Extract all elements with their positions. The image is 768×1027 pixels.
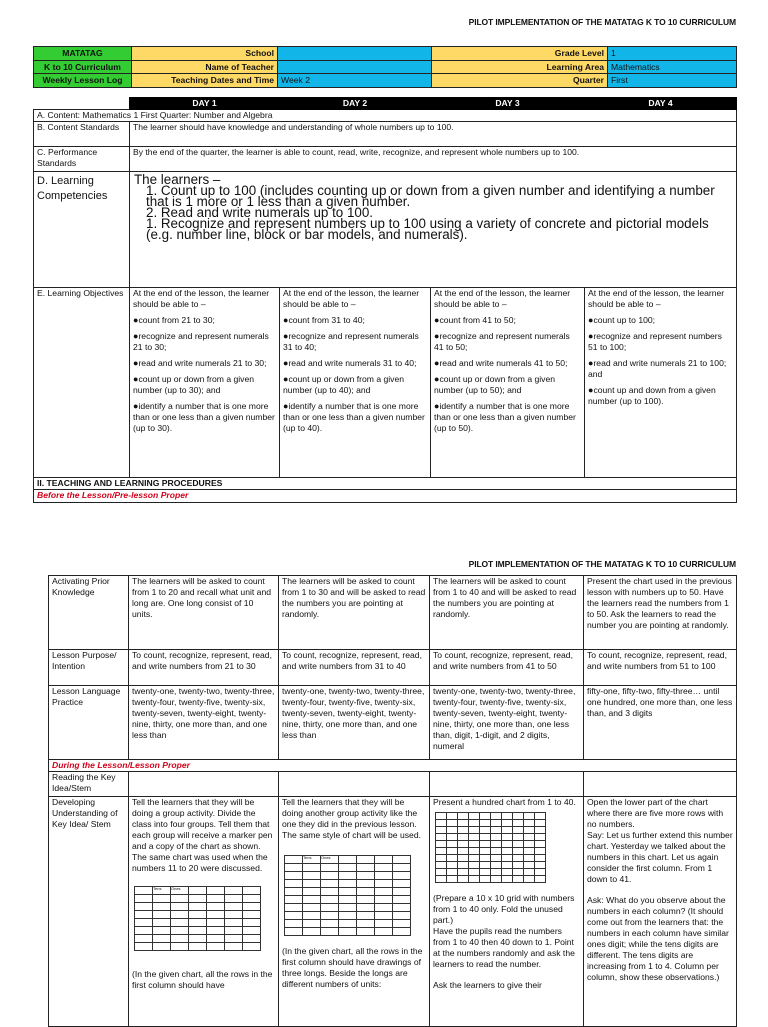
objective-item: ●count up to 100; (588, 315, 656, 325)
objectives-intro: At the end of the lesson, the learner should be able to – (434, 288, 571, 309)
developing-day-4 (584, 797, 737, 1027)
objective-item: ●recognize and represent numerals 41 to 50; (434, 331, 570, 352)
language-label: Lesson Language Practice (49, 686, 129, 760)
objectives-intro: At the end of the lesson, the learner should be able to – (588, 288, 725, 309)
developing-day-4-text: Open the lower part of the chart where there are five more rows with no numbers. Say: Let us further extend this number chart. Yesterday we talked about the numbers in this chart. Let us again consider the first column. From 1 down to 41. (587, 797, 733, 884)
language-day-2: twenty-one, twenty-two, twenty-three, twenty-four, twenty-five, twenty-six, twenty-seven, twenty-eight, twenty-nine, thirty, one more than, and one less than (279, 686, 430, 760)
objective-item: ●count from 21 to 30; (133, 315, 215, 325)
competency-3: 1. Recognize and represent numbers up to 100 using a variety of concrete and pictorial models (e.g. number line, block or bar models, and numerals). (146, 216, 709, 242)
language-day-1: twenty-one, twenty-two, twenty-three, twenty-four, twenty-five, twenty-six, twenty-seven, twenty-eight, twenty-nine, thirty, one more than, and one less than (129, 686, 279, 760)
quarter-value: First (608, 74, 737, 88)
objective-item: ●count from 41 to 50; (434, 315, 516, 325)
objective-item: ●count up and down from a given number (up to 100). (588, 385, 716, 406)
reading-key-day-4 (584, 772, 737, 797)
learning-area-label: Learning Area (432, 60, 608, 74)
title-left-3: Weekly Lesson Log (34, 74, 132, 88)
quarter-label: Quarter (432, 74, 608, 88)
objective-item: ●count up or down from a given number (up to 30); and (133, 374, 255, 395)
day-3-header: DAY 3 (431, 98, 585, 110)
day-2-header: DAY 2 (280, 98, 431, 110)
developing-day-3-note-2: Ask the learners to give their (433, 980, 542, 990)
language-day-3: twenty-one, twenty-two, twenty-three, twenty-four, twenty-five, twenty-six, twenty-seven, twenty-eight, twenty-nine, thirty, one more than, one less than, digit, 1-digit, and 2 digits, numeral (430, 686, 584, 760)
tens-header: Tens (303, 856, 321, 864)
objective-item: ●count up or down from a given number (up to 40); and (283, 374, 405, 395)
hundred-chart (435, 812, 546, 883)
developing-day-2-text: Tell the learners that they will be doing another group activity like the one they did in the previous lesson. The same style of chart will be used. (282, 797, 421, 840)
objective-item: ●identify a number that is one more than or one less than a given number (up to 50). (434, 401, 576, 433)
performance-standards-text: By the end of the quarter, the learner is able to count, read, write, recognize, and represent whole numbers up to 100. (130, 147, 737, 172)
purpose-day-3: To count, recognize, represent, read, and write numbers from 41 to 50 (430, 650, 584, 686)
competency-2: 2. Read and write numerals up to 100. (146, 205, 374, 220)
teacher-value (278, 60, 432, 74)
school-value (278, 47, 432, 61)
objective-item: ●recognize and represent numerals 21 to 30; (133, 331, 269, 352)
objective-item: ●read and write numerals 21 to 100; and (588, 358, 727, 379)
competencies-text (130, 172, 737, 288)
grade-level-label: Grade Level (432, 47, 608, 61)
activating-day-1: The learners will be asked to count from 1 to 20 and recall what unit and long are. One long consist of 10 units. (129, 576, 279, 650)
objectives-label: E. Learning Objectives (34, 288, 130, 478)
developing-day-1 (129, 797, 279, 1027)
objective-item: ●count up or down from a given number (up to 50); and (434, 374, 556, 395)
developing-label: Developing Understanding of Key Idea/ Stem (49, 797, 129, 1027)
objectives-day-1 (130, 288, 280, 478)
developing-day-3-text: Present a hundred chart from 1 to 40. (433, 797, 576, 807)
objective-item: ●identify a number that is one more than or one less than a given number (up to 40). (283, 401, 425, 433)
objectives-day-4 (585, 288, 737, 478)
day-4-header: DAY 4 (585, 98, 737, 110)
tens-ones-chart-1 (134, 886, 261, 951)
developing-day-4-note: Ask: What do you observe about the numbers in each column? (It should come out from the learners that: the numbers in each column have similar ones digit; while the tens digits are different. The tens digits are increasing from 1 to 4. Column per column, show these observations.) (587, 895, 729, 982)
activating-day-4: Present the chart used in the previous lesson with numbers up to 50. Have the learners read the numbers from 1 to 50. Ask the learners to read the number you are pointing at randomly. (584, 576, 737, 650)
page-header: PILOT IMPLEMENTATION OF THE MATATAG K TO 10 CURRICULUM (468, 17, 736, 27)
learning-area-value: Mathematics (608, 60, 737, 74)
content-row: A. Content: Mathematics 1 First Quarter: Number and Algebra (34, 110, 737, 122)
content-standards-text: The learner should have knowledge and understanding of whole numbers up to 100. (130, 122, 737, 147)
objectives-intro: At the end of the lesson, the learner should be able to – (133, 288, 270, 309)
lesson-table-2 (48, 575, 737, 1027)
competencies-intro: The learners – (134, 172, 221, 187)
developing-day-2 (279, 797, 430, 1027)
objective-item: ●read and write numerals 41 to 50; (434, 358, 568, 368)
objective-item: ●recognize and represent numerals 31 to 40; (283, 331, 419, 352)
purpose-day-1: To count, recognize, represent, read, and write numbers from 21 to 30 (129, 650, 279, 686)
title-left-1: MATATAG (34, 47, 132, 61)
lesson-table-1 (33, 97, 737, 503)
reading-key-day-1 (129, 772, 279, 797)
developing-day-1-text: Tell the learners that they will be doing a group activity. Divide the class into four groups. Tell them that each group will receive a marker pen and a copy of the chart as shown. The same chart was used when the numbers 11 to 20 were discussed. (132, 797, 273, 873)
competencies-label: D. Learning Competencies (34, 172, 130, 288)
activating-day-3: The learners will be asked to count from 1 to 40 and will be asked to read the numbers you are pointing at randomly. (430, 576, 584, 650)
reading-key-day-3 (430, 772, 584, 797)
tens-ones-chart-2 (284, 855, 411, 936)
activating-day-2: The learners will be asked to count from 1 to 30 and will be asked to read the numbers you are pointing at randomly. (279, 576, 430, 650)
day-1-header: DAY 1 (130, 98, 280, 110)
school-label: School (132, 47, 278, 61)
before-lesson-heading: Before the Lesson/Pre-lesson Proper (34, 490, 737, 503)
ones-header: Ones (321, 856, 339, 864)
language-day-4: fifty-one, fifty-two, fifty-three… until one hundred, one more than, one less than, and 3 digits (584, 686, 737, 760)
ones-header: Ones (171, 887, 189, 895)
objective-item: ●count from 31 to 40; (283, 315, 365, 325)
page-header-2: PILOT IMPLEMENTATION OF THE MATATAG K TO 10 CURRICULUM (468, 559, 736, 569)
objective-item: ●read and write numerals 31 to 40; (283, 358, 417, 368)
objectives-day-2 (280, 288, 431, 478)
purpose-day-4: To count, recognize, represent, read, and write numbers from 51 to 100 (584, 650, 737, 686)
reading-key-label: Reading the Key Idea/Stem (49, 772, 129, 797)
content-standards-label: B. Content Standards (34, 122, 130, 147)
during-lesson-heading: During the Lesson/Lesson Proper (49, 760, 737, 772)
purpose-day-2: To count, recognize, represent, read, and write numbers from 31 to 40 (279, 650, 430, 686)
developing-day-2-note: (In the given chart, all the rows in the first column should have drawings of three longs. Beside the longs are different numbers of units: (282, 946, 423, 989)
title-left-2: K to 10 Curriculum (34, 60, 132, 74)
developing-day-1-note: (In the given chart, all the rows in the first column should have (132, 969, 273, 990)
dates-value: Week 2 (278, 74, 432, 88)
section-ii-heading: II. TEACHING AND LEARNING PROCEDURES (34, 478, 737, 490)
objective-item: ●read and write numerals 21 to 30; (133, 358, 267, 368)
objective-item: ●identify a number that is one more than or one less than a given number (up to 30). (133, 401, 275, 433)
teacher-label: Name of Teacher (132, 60, 278, 74)
objectives-day-3 (431, 288, 585, 478)
dates-label: Teaching Dates and Time (132, 74, 278, 88)
developing-day-3 (430, 797, 584, 1027)
grade-level-value: 1 (608, 47, 737, 61)
performance-standards-label: C. Performance Standards (34, 147, 130, 172)
activating-label: Activating Prior Knowledge (49, 576, 129, 650)
tens-header: Tens (153, 887, 171, 895)
title-block (33, 46, 737, 88)
objectives-intro: At the end of the lesson, the learner should be able to – (283, 288, 420, 309)
reading-key-day-2 (279, 772, 430, 797)
purpose-label: Lesson Purpose/ Intention (49, 650, 129, 686)
developing-day-3-note: (Prepare a 10 x 10 grid with numbers from 1 to 40 only. Fold the unused part.) Have the pupils read the numbers from 1 to 40 then 40 down to 1. Point at the numbers randomly and ask the learners to read the number. (433, 893, 575, 969)
objective-item: ●recognize and represent numbers 51 to 100; (588, 331, 722, 352)
competency-1: 1. Count up to 100 (includes counting up or down from a given number and identifying a number that is 1 more or 1 less than a given number. (146, 183, 715, 209)
